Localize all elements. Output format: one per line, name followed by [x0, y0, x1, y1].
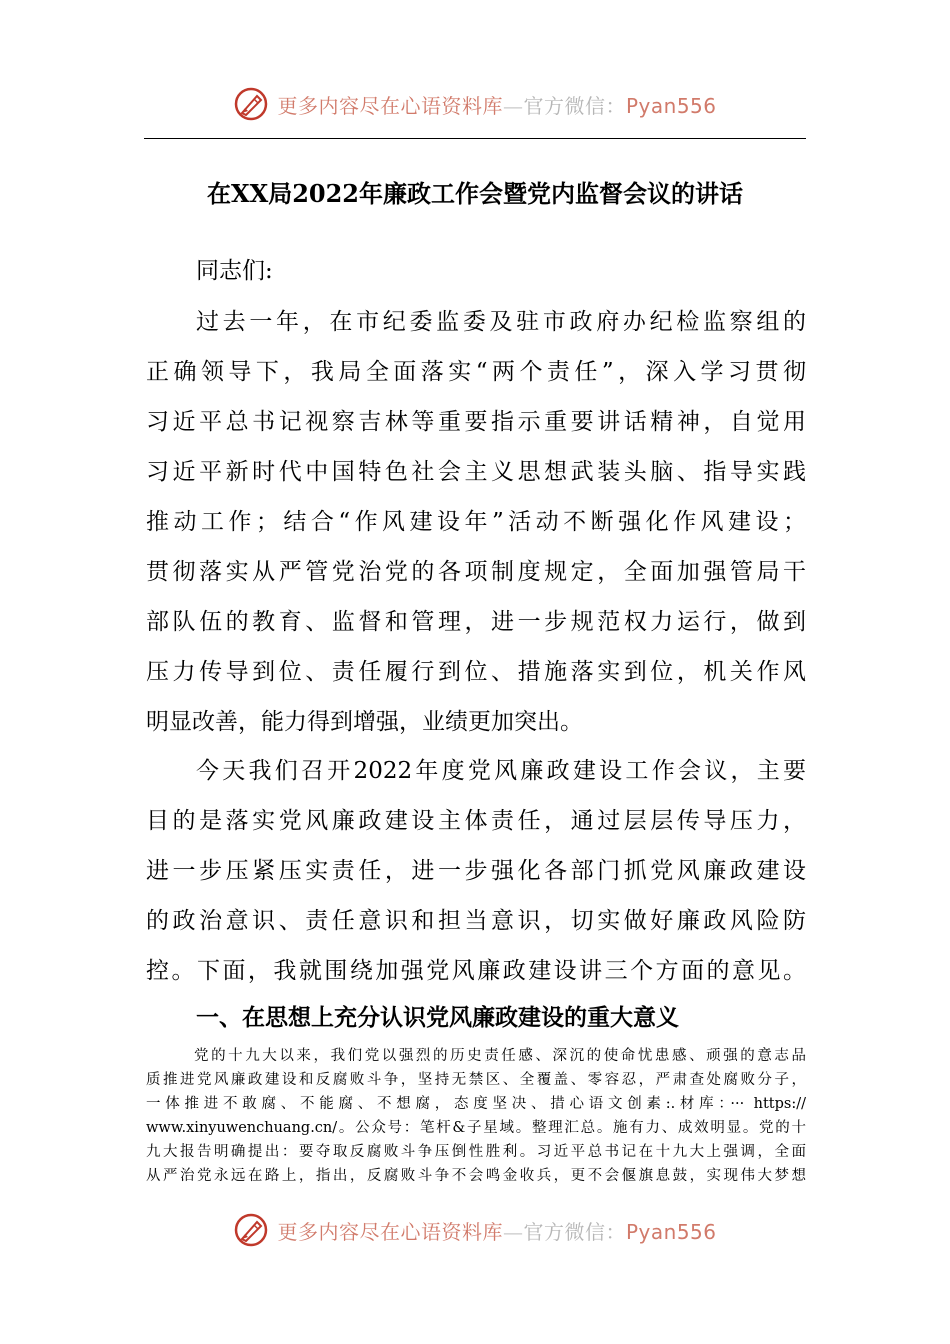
paragraph-line: 今天我们召开2022年度党风廉政建设工作会议，主要 — [196, 758, 806, 784]
paragraph-line: 的政治意识、责任意识和担当意识，切实做好廉政风险防 — [146, 908, 806, 934]
footer-banner — [0, 1208, 950, 1252]
banner-separator: — — [502, 1219, 524, 1244]
paragraph-line: 压力传导到位、责任履行到位、措施落实到位，机关作风 — [146, 659, 806, 685]
header-divider — [144, 138, 806, 139]
pen-nib-logo-icon — [233, 1212, 269, 1248]
banner-separator: — — [502, 93, 524, 118]
section-line: 党的十九大以来，我们党以强烈的历史责任感、深沉的使命忧患感、顽强的意志品 — [194, 1048, 806, 1064]
paragraph-line: 过去一年，在市纪委监委及驻市政府办纪检监察组的 — [196, 309, 806, 335]
section-line: www.xinyuwenchuang.cn/。公众号：笔杆&子星域。整理汇总。施有力、成效明显。党的十 — [146, 1120, 806, 1136]
banner-text — [277, 1216, 716, 1245]
section-line: 质推进党风廉政建设和反腐败斗争，坚持无禁区、全覆盖、零容忍，严肃查处腐败分子， — [146, 1072, 806, 1088]
pen-nib-logo-icon — [233, 86, 269, 122]
paragraph-1 — [146, 297, 806, 747]
paragraph-line: 习近平新时代中国特色社会主义思想武装头脑、指导实践 — [146, 459, 806, 485]
section-1-text — [146, 1044, 806, 1188]
paragraph-line: 习近平总书记视察吉林等重要指示重要讲话精神，自觉用 — [146, 409, 806, 435]
banner-site: 更多内容尽在心语资料库 — [277, 93, 503, 118]
paragraph-line: 正确领导下，我局全面落实“两个责任”，深入学习贯彻 — [146, 359, 806, 385]
paragraph-line: 部队伍的教育、监督和管理，进一步规范权力运行，做到 — [146, 609, 806, 635]
banner-official: 官方微信： — [523, 93, 626, 118]
banner-wechat: Pyan556 — [625, 93, 717, 118]
greeting: 同志们: — [196, 258, 273, 284]
section-line: 从严治党永远在路上，指出，反腐败斗争不会鸣金收兵，更不会偃旗息鼓，实现伟大梦想 — [146, 1168, 806, 1184]
banner-text — [277, 90, 716, 119]
header-banner — [0, 82, 950, 126]
banner-site: 更多内容尽在心语资料库 — [277, 1219, 503, 1244]
section-1-heading: 一、在思想上充分认识党风廉政建设的重大意义 — [196, 1005, 679, 1031]
paragraph-line: 目的是落实党风廉政建设主体责任，通过层层传导压力， — [146, 808, 806, 834]
paragraph-line: 推动工作；结合“作风建设年”活动不断强化作风建设； — [146, 509, 806, 535]
document-title: 在XX局2022年廉政工作会暨党内监督会议的讲话 — [206, 179, 744, 208]
paragraph-line: 明显改善，能力得到增强，业绩更加突出。 — [146, 709, 583, 735]
banner-wechat: Pyan556 — [625, 1219, 717, 1244]
section-line: 九大报告明确提出：要夺取反腐败斗争压倒性胜利。习近平总书记在十九大上强调，全面 — [146, 1144, 806, 1160]
paragraph-2 — [146, 746, 806, 996]
paragraph-line: 贯彻落实从严管党治党的各项制度规定，全面加强管局干 — [146, 559, 806, 585]
banner-official: 官方微信： — [523, 1219, 626, 1244]
section-line: 一体推进不敢腐、不能腐、不想腐，态度坚决、措心语文创素:.材库：··· https:// — [146, 1096, 806, 1112]
paragraph-line: 控。下面，我就围绕加强党风廉政建设讲三个方面的意见。 — [146, 958, 806, 984]
paragraph-line: 进一步压紧压实责任，进一步强化各部门抓党风廉政建设 — [146, 858, 806, 884]
